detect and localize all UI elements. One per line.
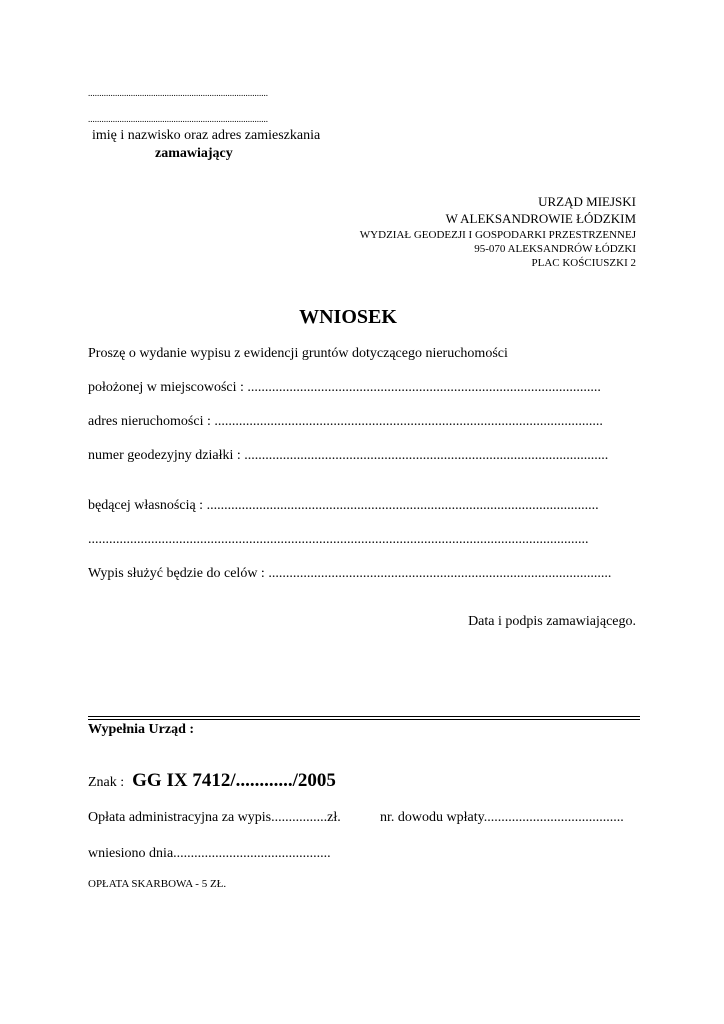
applicant-role: zamawiający (155, 146, 233, 161)
office-line-3: WYDZIAŁ GEODEZJI I GOSPODARKI PRZESTRZENNEJ (359, 229, 636, 241)
applicant-dotted-line-2: ................................................................................ (88, 114, 268, 124)
location-field: położonej w miejscowości : ..................................................................................................... (88, 380, 601, 395)
office-section-heading: Wypełnia Urząd : (88, 722, 195, 737)
case-sign-value: GG IX 7412/............/2005 (132, 770, 336, 791)
applicant-dotted-line-1: ................................................................................ (88, 88, 268, 98)
office-line-1: URZĄD MIEJSKI (538, 194, 636, 209)
owner-field: będącej własnością : ................................................................................................................ (88, 498, 599, 513)
office-line-2: W ALEKSANDROWIE ŁÓDZKIM (445, 211, 636, 226)
case-sign-label: Znak : (88, 775, 125, 790)
separator-line-bottom (88, 719, 640, 720)
address-field: adres nieruchomości : ............................................................................................................... (88, 414, 603, 429)
office-line-5: PLAC KOŚCIUSZKI 2 (531, 257, 636, 269)
separator-line-top (88, 716, 640, 717)
parcel-number-field: numer geodezyjny działki : ........................................................................................................ (88, 448, 609, 463)
stamp-fee-note: OPŁATA SKARBOWA - 5 ZŁ. (88, 878, 227, 890)
applicant-caption: imię i nazwisko oraz adres zamieszkania (92, 128, 321, 143)
office-line-4: 95-070 ALEKSANDRÓW ŁÓDZKI (474, 243, 636, 255)
payment-proof-field: nr. dowodu wpłaty........................................ (380, 810, 624, 825)
case-sign-row (88, 770, 336, 792)
form-intro: Proszę o wydanie wypisu z ewidencji gruntów dotyczącego nieruchomości (88, 346, 508, 361)
purpose-field: Wypis służyć będzie do celów : .................................................................................................. (88, 566, 612, 581)
paid-date-field: wniesiono dnia............................................. (88, 846, 331, 861)
page-title: WNIOSEK (299, 306, 397, 328)
fee-field: Opłata administracyjna za wypis................zł. (88, 810, 341, 825)
signature-label: Data i podpis zamawiającego. (468, 614, 636, 629)
owner-continuation-field: ............................................................................................................................................... (88, 532, 589, 547)
